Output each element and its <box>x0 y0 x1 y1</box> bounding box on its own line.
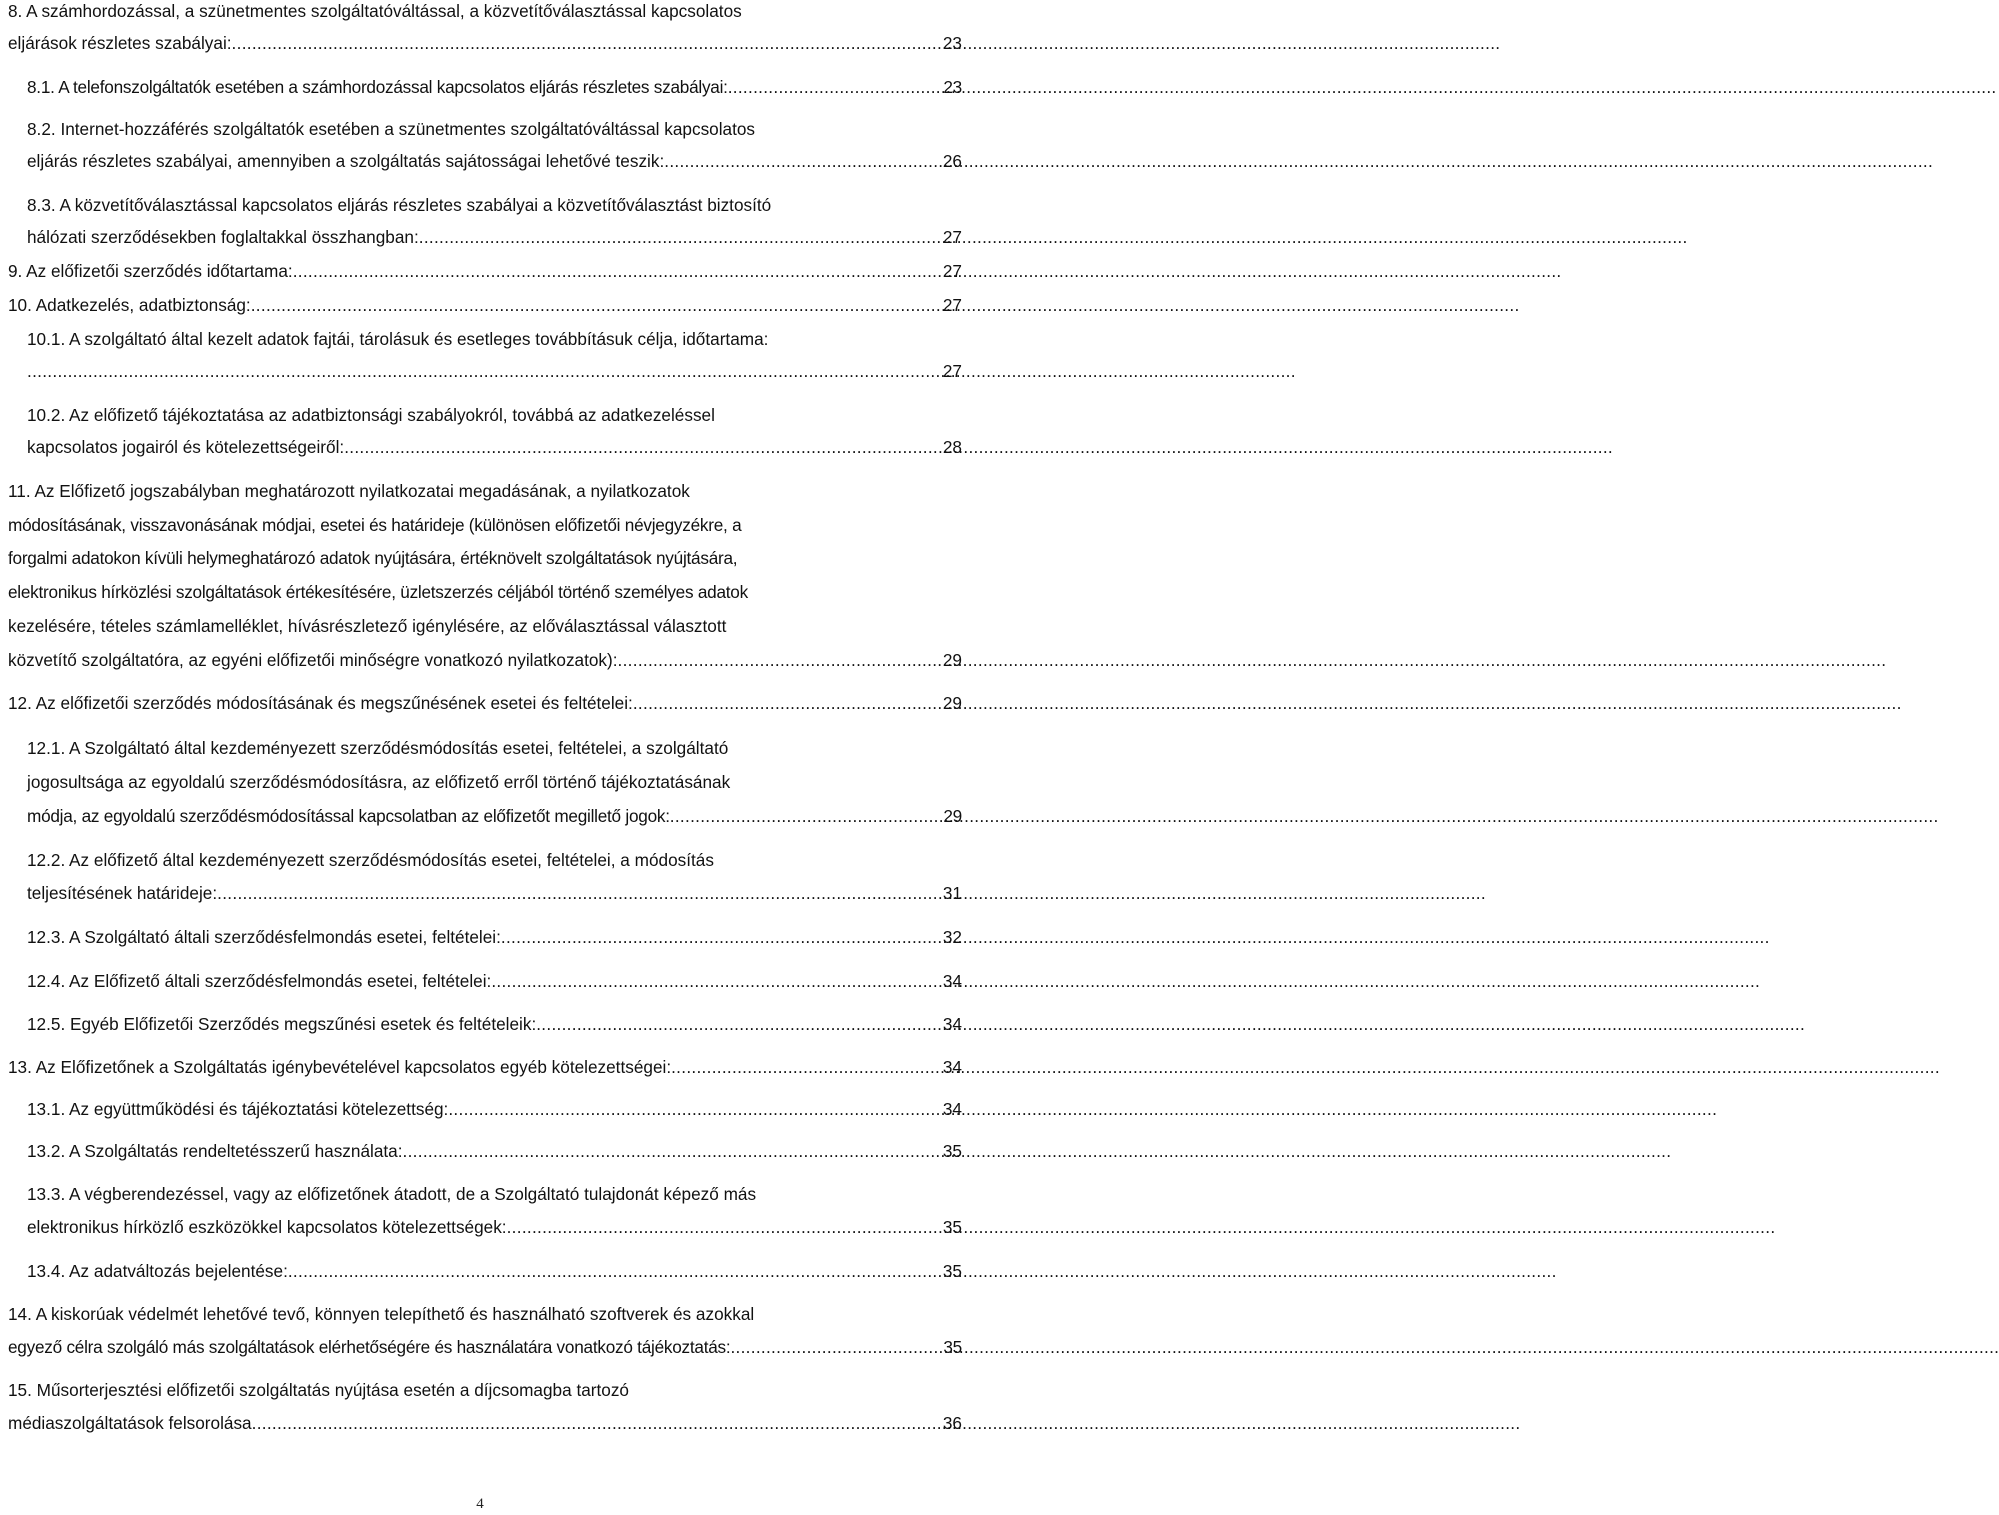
toc-entry-text: 9. Az előfizetői szerződés időtartama: <box>8 261 293 281</box>
dot-leader <box>293 256 942 286</box>
toc-entry-text: egyező célra szolgáló más szolgáltatások elérhetőségére és használatára vonatkozó tájékoztatás: <box>8 1337 731 1357</box>
toc-entry-text: elektronikus hírközlési szolgáltatások értékesítésére, üzletszerzés céljából történő személyes adatok <box>8 582 748 602</box>
toc-entry-text: kezelésére, tételes számlamelléklet, hívásrészletező igénylésére, az előválasztással választott <box>8 616 727 636</box>
toc-entry-text: 10. Adatkezelés, adatbiztonság: <box>8 295 251 315</box>
toc-page-number: 34 <box>942 1014 962 1034</box>
toc-page-number: 36 <box>942 1413 962 1433</box>
dot-leader <box>288 1256 942 1286</box>
toc-entry-text: forgalmi adatokon kívüli helymeghatározó adatok nyújtására, értéknövelt szolgáltatások nyújtására, <box>8 548 738 568</box>
toc-entry-text: 8.1. A telefonszolgáltatók esetében a számhordozással kapcsolatos eljárás részletes szabályai: <box>27 77 728 97</box>
dot-leader <box>536 1009 942 1039</box>
toc-page-number: 34 <box>942 971 962 991</box>
dot-leader <box>501 922 942 952</box>
dot-leader <box>419 222 942 252</box>
toc-entry-text: 12.4. Az Előfizető általi szerződésfelmondás esetei, feltételei: <box>27 971 492 991</box>
toc-entry-text: 12. Az előfizetői szerződés módosításának és megszűnésének esetei és feltételei: <box>8 693 633 713</box>
toc-page-number: 35 <box>942 1261 962 1281</box>
dot-leader <box>670 801 943 831</box>
toc-page-number: 29 <box>942 693 962 713</box>
toc-entry-text: 12.2. Az előfizető által kezdeményezett szerződésmódosítás esetei, feltételei, a módosítás <box>27 850 714 870</box>
toc-entry-text: 12.3. A Szolgáltató általi szerződésfelmondás esetei, feltételei: <box>27 927 501 947</box>
toc-page-number: 23 <box>943 77 962 97</box>
toc-entry-text: 11. Az Előfizető jogszabályban meghatározott nyilatkozatai megadásának, a nyilatkozatok <box>8 481 690 501</box>
toc-entry-text: 8.3. A közvetítőválasztással kapcsolatos eljárás részletes szabályai a közvetítőválasztást biztosító <box>27 195 772 215</box>
dot-leader <box>27 356 942 386</box>
dot-leader <box>251 290 942 320</box>
toc-page-number: 34 <box>942 1099 962 1119</box>
table-of-contents <box>0 0 960 1515</box>
toc-page-number: 35 <box>942 1141 962 1161</box>
dot-leader <box>217 878 942 908</box>
dot-leader <box>344 432 942 462</box>
toc-entry-text: kapcsolatos jogairól és kötelezettségeiről: <box>27 437 345 457</box>
toc-entry-text: 15. Műsorterjesztési előfizetői szolgáltatás nyújtása esetén a díjcsomagba tartozó <box>8 1380 629 1400</box>
toc-page-number: 27 <box>942 261 962 281</box>
dot-leader <box>507 1212 942 1242</box>
toc-page-number: 23 <box>942 33 962 53</box>
toc-entry-text: elektronikus hírközlő eszközökkel kapcsolatos kötelezettségek: <box>27 1217 507 1237</box>
toc-entry-text: teljesítésének határideje: <box>27 883 218 903</box>
toc-page-number: 32 <box>942 927 962 947</box>
toc-entry-text: hálózati szerződésekben foglaltakkal összhangban: <box>27 227 419 247</box>
toc-entry-text: 8.2. Internet-hozzáférés szolgáltatók esetében a szünetmentes szolgáltatóváltással kapcsolatos <box>27 119 756 139</box>
dot-leader <box>664 146 942 176</box>
dot-leader <box>403 1136 942 1166</box>
toc-page-number: 35 <box>943 1337 962 1357</box>
dot-leader <box>448 1094 942 1124</box>
toc-page-number: 27 <box>942 227 962 247</box>
toc-page-number: 26 <box>942 151 962 171</box>
toc-entry-text: 12.5. Egyéb Előfizetői Szerződés megszűnési esetek és feltételeik: <box>27 1014 537 1034</box>
toc-page-number: 31 <box>942 883 962 903</box>
dot-leader <box>618 645 942 675</box>
toc-entry-text: 13.2. A Szolgáltatás rendeltetésszerű használata: <box>27 1141 403 1161</box>
toc-entry-text: módja, az egyoldalú szerződésmódosítással kapcsolatban az előfizetőt megillető jogok: <box>27 806 670 826</box>
toc-entry-text: 12.1. A Szolgáltató által kezdeményezett szerződésmódosítás esetei, feltételei, a szolgáltató <box>27 738 729 758</box>
toc-entry-text: 10.1. A szolgáltató által kezelt adatok fajtái, tárolásuk és esetleges továbbításuk célja, időtartama: <box>27 329 769 349</box>
toc-page-number: 28 <box>942 437 962 457</box>
dot-leader <box>232 28 942 58</box>
toc-page-number: 35 <box>942 1217 962 1237</box>
dot-leader <box>491 966 942 996</box>
dot-leader <box>671 1052 942 1082</box>
toc-entry-text: 14. A kiskorúak védelmét lehetővé tevő, könnyen telepíthető és használható szoftverek és azokkal <box>8 1304 755 1324</box>
toc-entry-text: 13. Az Előfizetőnek a Szolgáltatás igénybevételével kapcsolatos egyéb kötelezettségei: <box>8 1057 672 1077</box>
toc-entry-text: eljárás részletes szabályai, amennyiben a szolgáltatás sajátosságai lehetővé teszik: <box>27 151 665 171</box>
dot-leader <box>252 1408 942 1438</box>
toc-page-number: 27 <box>942 361 962 381</box>
page-footer-number: 4 <box>476 1496 484 1512</box>
toc-page-number: 27 <box>942 295 962 315</box>
toc-entry-text: jogosultsága az egyoldalú szerződésmódosításra, az előfizető erről történő tájékoztatásának <box>27 772 731 792</box>
toc-entry-text: közvetítő szolgáltatóra, az egyéni előfizetői minőségre vonatkozó nyilatkozatok): <box>8 650 618 670</box>
dot-leader <box>633 688 942 718</box>
toc-page-number: 34 <box>942 1057 962 1077</box>
toc-entry-text: eljárások részletes szabályai: <box>8 33 232 53</box>
toc-page-number: 29 <box>943 806 962 826</box>
dot-leader <box>728 72 943 102</box>
toc-entry-text: 13.1. Az együttműködési és tájékoztatási kötelezettség: <box>27 1099 449 1119</box>
toc-page-number: 29 <box>942 650 962 670</box>
toc-entry-text: 10.2. Az előfizető tájékoztatása az adatbiztonsági szabályokról, továbbá az adatkezeléssel <box>27 405 715 425</box>
toc-entry-text: módosításának, visszavonásának módjai, esetei és határideje (különösen előfizetői névjegyzékre, a <box>8 515 742 535</box>
dot-leader <box>730 1332 942 1362</box>
toc-entry-text: médiaszolgáltatások felsorolása <box>8 1413 252 1433</box>
toc-entry-text: 13.3. A végberendezéssel, vagy az előfizetőnek átadott, de a Szolgáltató tulajdonát képező más <box>27 1184 757 1204</box>
toc-entry-text: 8. A számhordozással, a szünetmentes szolgáltatóváltással, a közvetítőválasztással kapcsolatos <box>8 1 742 21</box>
toc-entry-text: 13.4. Az adatváltozás bejelentése: <box>27 1261 288 1281</box>
